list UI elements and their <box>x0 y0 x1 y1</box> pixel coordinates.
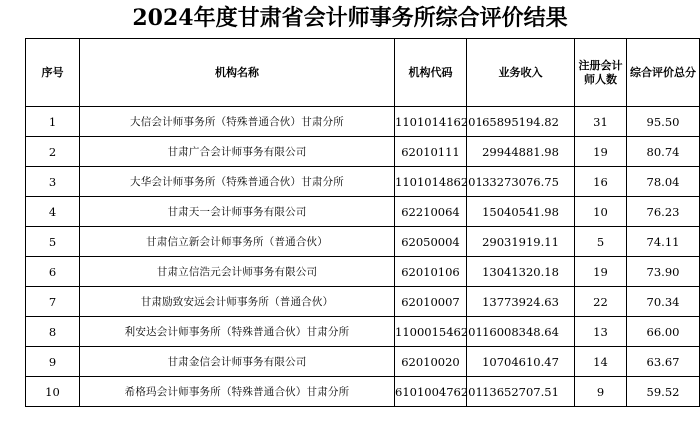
cell-cpa-count: 13 <box>575 317 627 347</box>
cell-index: 5 <box>26 227 80 257</box>
page-title: 2024年度甘肃省会计师事务所综合评价结果 <box>132 5 568 31</box>
cell-revenue: 15040541.98 <box>467 197 575 227</box>
cell-revenue: 29031919.11 <box>467 227 575 257</box>
cell-total-score: 95.50 <box>627 107 700 137</box>
cell-total-score: 74.11 <box>627 227 700 257</box>
table-row <box>26 377 700 407</box>
table-row <box>26 287 700 317</box>
results-table <box>25 38 700 407</box>
cell-firm-code: 62010007 <box>395 287 467 317</box>
cell-cpa-count: 19 <box>575 137 627 167</box>
header-revenue: 业务收入 <box>467 39 575 107</box>
cell-firm-name: 大华会计师事务所（特殊普通合伙）甘肃分所 <box>80 167 395 197</box>
cell-cpa-count: 19 <box>575 257 627 287</box>
cell-total-score: 76.23 <box>627 197 700 227</box>
cell-total-score: 78.04 <box>627 167 700 197</box>
cell-firm-code: 610100476201 <box>395 377 467 407</box>
cell-revenue: 33273076.75 <box>467 167 575 197</box>
cell-firm-code: 110101416201 <box>395 107 467 137</box>
cell-cpa-count: 10 <box>575 197 627 227</box>
cell-firm-name: 利安达会计师事务所（特殊普通合伙）甘肃分所 <box>80 317 395 347</box>
cell-firm-name: 甘肃励致安远会计师事务所（普通合伙） <box>80 287 395 317</box>
cell-cpa-count: 22 <box>575 287 627 317</box>
cell-total-score: 73.90 <box>627 257 700 287</box>
cell-total-score: 59.52 <box>627 377 700 407</box>
cell-firm-code: 62010111 <box>395 137 467 167</box>
cell-cpa-count: 5 <box>575 227 627 257</box>
cell-revenue: 13652707.51 <box>467 377 575 407</box>
cell-total-score: 80.74 <box>627 137 700 167</box>
cell-firm-name: 甘肃广合会计师事务有限公司 <box>80 137 395 167</box>
table-row <box>26 227 700 257</box>
cell-index: 9 <box>26 347 80 377</box>
cell-revenue: 65895194.82 <box>467 107 575 137</box>
cell-firm-code: 62050004 <box>395 227 467 257</box>
cell-index: 8 <box>26 317 80 347</box>
cell-firm-name: 甘肃金信会计师事务有限公司 <box>80 347 395 377</box>
cell-index: 6 <box>26 257 80 287</box>
cell-total-score: 66.00 <box>627 317 700 347</box>
cell-firm-name: 甘肃立信浩元会计师事务有限公司 <box>80 257 395 287</box>
cell-index: 1 <box>26 107 80 137</box>
table-row <box>26 197 700 227</box>
table-row <box>26 257 700 287</box>
cell-total-score: 70.34 <box>627 287 700 317</box>
header-total-score: 综合评价总分 <box>627 39 700 107</box>
cell-firm-name: 大信会计师事务所（特殊普通合伙）甘肃分所 <box>80 107 395 137</box>
cell-index: 3 <box>26 167 80 197</box>
cell-index: 10 <box>26 377 80 407</box>
cell-cpa-count: 9 <box>575 377 627 407</box>
cell-firm-code: 110101486201 <box>395 167 467 197</box>
cell-index: 4 <box>26 197 80 227</box>
cell-index: 7 <box>26 287 80 317</box>
header-index: 序号 <box>26 39 80 107</box>
cell-cpa-count: 31 <box>575 107 627 137</box>
cell-revenue: 29944881.98 <box>467 137 575 167</box>
cell-revenue: 10704610.47 <box>467 347 575 377</box>
cell-revenue: 13041320.18 <box>467 257 575 287</box>
cell-index: 2 <box>26 137 80 167</box>
cell-firm-name: 希格玛会计师事务所（特殊普通合伙）甘肃分所 <box>80 377 395 407</box>
header-cpa-count: 注册会计师人数 <box>575 39 627 107</box>
table-header-row <box>26 39 700 107</box>
header-firm-code: 机构代码 <box>395 39 467 107</box>
cell-revenue: 13773924.63 <box>467 287 575 317</box>
table-row <box>26 137 700 167</box>
cell-firm-name: 甘肃信立新会计师事务所（普通合伙） <box>80 227 395 257</box>
cell-cpa-count: 16 <box>575 167 627 197</box>
header-firm-name: 机构名称 <box>80 39 395 107</box>
table-row <box>26 167 700 197</box>
cell-firm-code: 62210064 <box>395 197 467 227</box>
cell-firm-code: 110001546201 <box>395 317 467 347</box>
table-row <box>26 107 700 137</box>
table-row <box>26 347 700 377</box>
cell-firm-name: 甘肃天一会计师事务有限公司 <box>80 197 395 227</box>
cell-revenue: 16008348.64 <box>467 317 575 347</box>
cell-total-score: 63.67 <box>627 347 700 377</box>
cell-cpa-count: 14 <box>575 347 627 377</box>
cell-firm-code: 62010020 <box>395 347 467 377</box>
table-row <box>26 317 700 347</box>
cell-firm-code: 62010106 <box>395 257 467 287</box>
